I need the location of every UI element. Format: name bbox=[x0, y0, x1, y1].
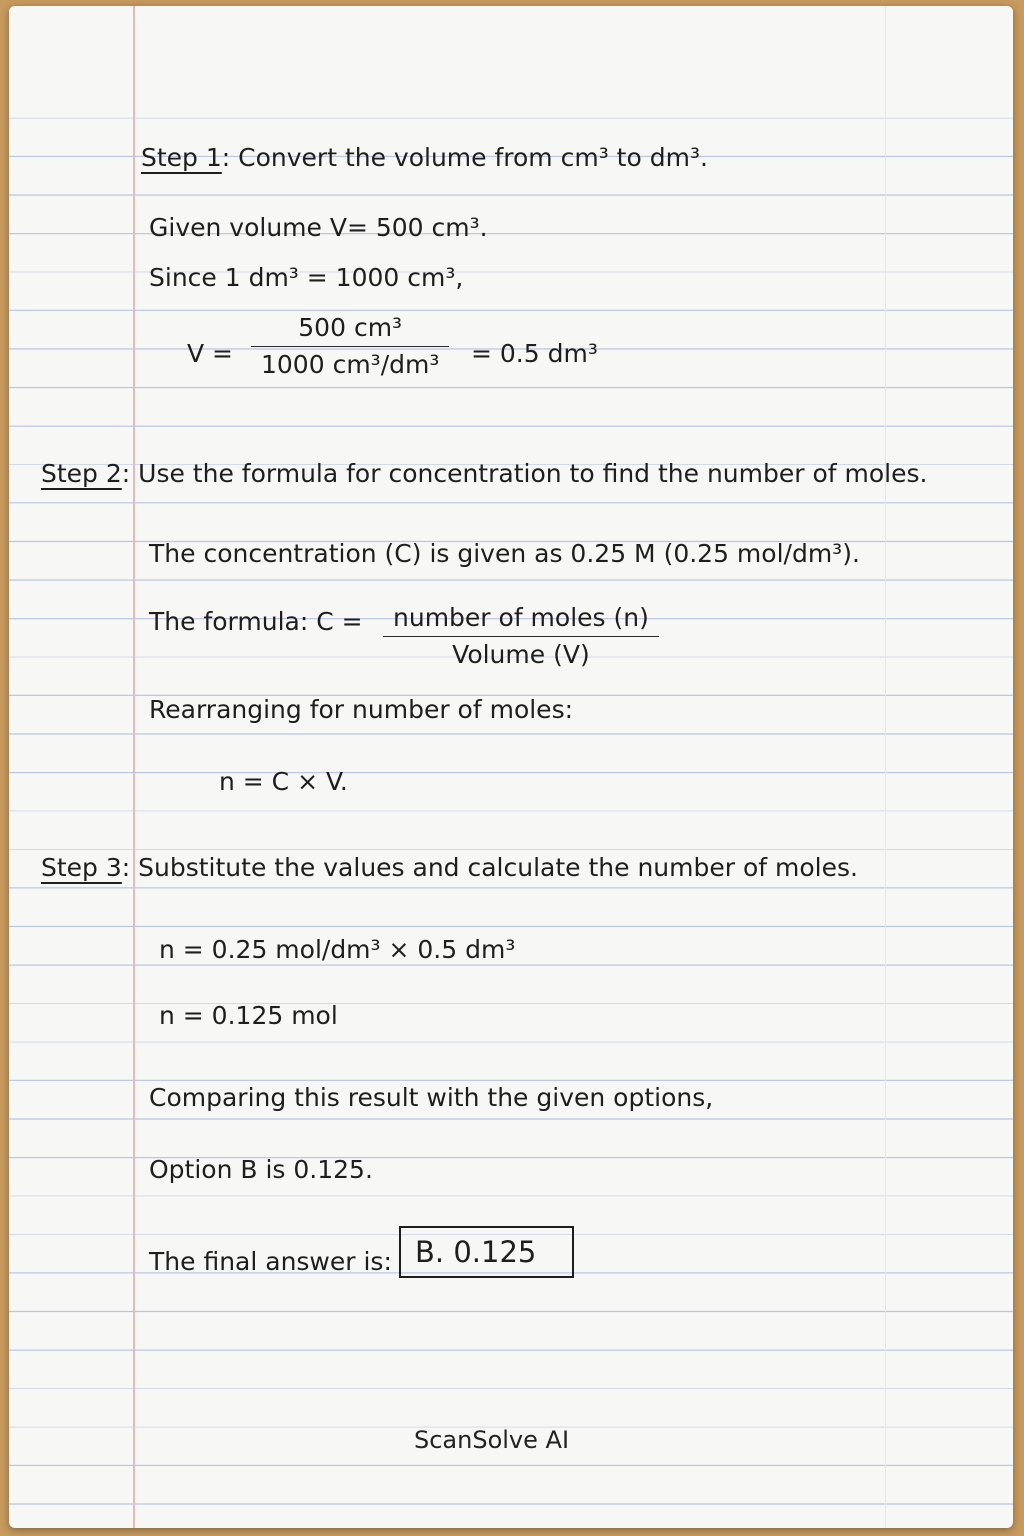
step2-rearrange: Rearranging for number of moles: bbox=[149, 695, 574, 724]
step3-option: Option B is 0.125. bbox=[149, 1155, 373, 1184]
step1-since: Since 1 dm³ = 1000 cm³, bbox=[149, 263, 464, 292]
notebook-page bbox=[9, 6, 1013, 1528]
step3-label: Step 3 bbox=[41, 853, 122, 882]
step1-label: Step 1 bbox=[141, 143, 222, 172]
step2-text: : Use the formula for concentration to find the number of moles. bbox=[121, 459, 928, 488]
step3-calc: n = 0.25 mol/dm³ × 0.5 dm³ bbox=[159, 935, 516, 964]
step2-line bbox=[41, 458, 927, 490]
step1-text: : Convert the volume from cm³ to dm³. bbox=[221, 143, 708, 172]
step1-line bbox=[141, 142, 708, 174]
brand-footer: ScanSolve AI bbox=[414, 1426, 570, 1454]
step1-given: Given volume V= 500 cm³. bbox=[149, 213, 488, 242]
margin-line bbox=[133, 6, 135, 1528]
final-answer-value: B. 0.125 bbox=[415, 1235, 537, 1269]
step1-fraction bbox=[251, 312, 449, 381]
step3-result: n = 0.125 mol bbox=[159, 1001, 338, 1030]
right-guide-line bbox=[885, 6, 886, 1528]
step2-formula-fraction bbox=[383, 602, 659, 671]
final-answer-box bbox=[399, 1226, 574, 1278]
step3-line bbox=[41, 852, 858, 884]
step2-formula-denominator: Volume (V) bbox=[452, 640, 590, 669]
step1-fraction-denominator: 1000 cm³/dm³ bbox=[261, 350, 440, 379]
step2-given: The concentration (C) is given as 0.25 M (0.25 mol/dm³). bbox=[149, 539, 860, 568]
step1-v-lhs: V = bbox=[187, 339, 233, 368]
step2-formula-label: The formula: C = bbox=[149, 607, 363, 636]
step1-fraction-numerator: 500 cm³ bbox=[298, 313, 403, 342]
step1-v-rhs: = 0.5 dm³ bbox=[471, 339, 598, 368]
step2-formula-numerator: number of moles (n) bbox=[393, 603, 649, 632]
step2-label: Step 2 bbox=[41, 459, 122, 488]
step3-compare: Comparing this result with the given options, bbox=[149, 1083, 714, 1112]
step3-text: : Substitute the values and calculate the number of moles. bbox=[121, 853, 858, 882]
step2-result: n = C × V. bbox=[219, 767, 348, 796]
final-answer-label: The final answer is: bbox=[149, 1247, 392, 1276]
